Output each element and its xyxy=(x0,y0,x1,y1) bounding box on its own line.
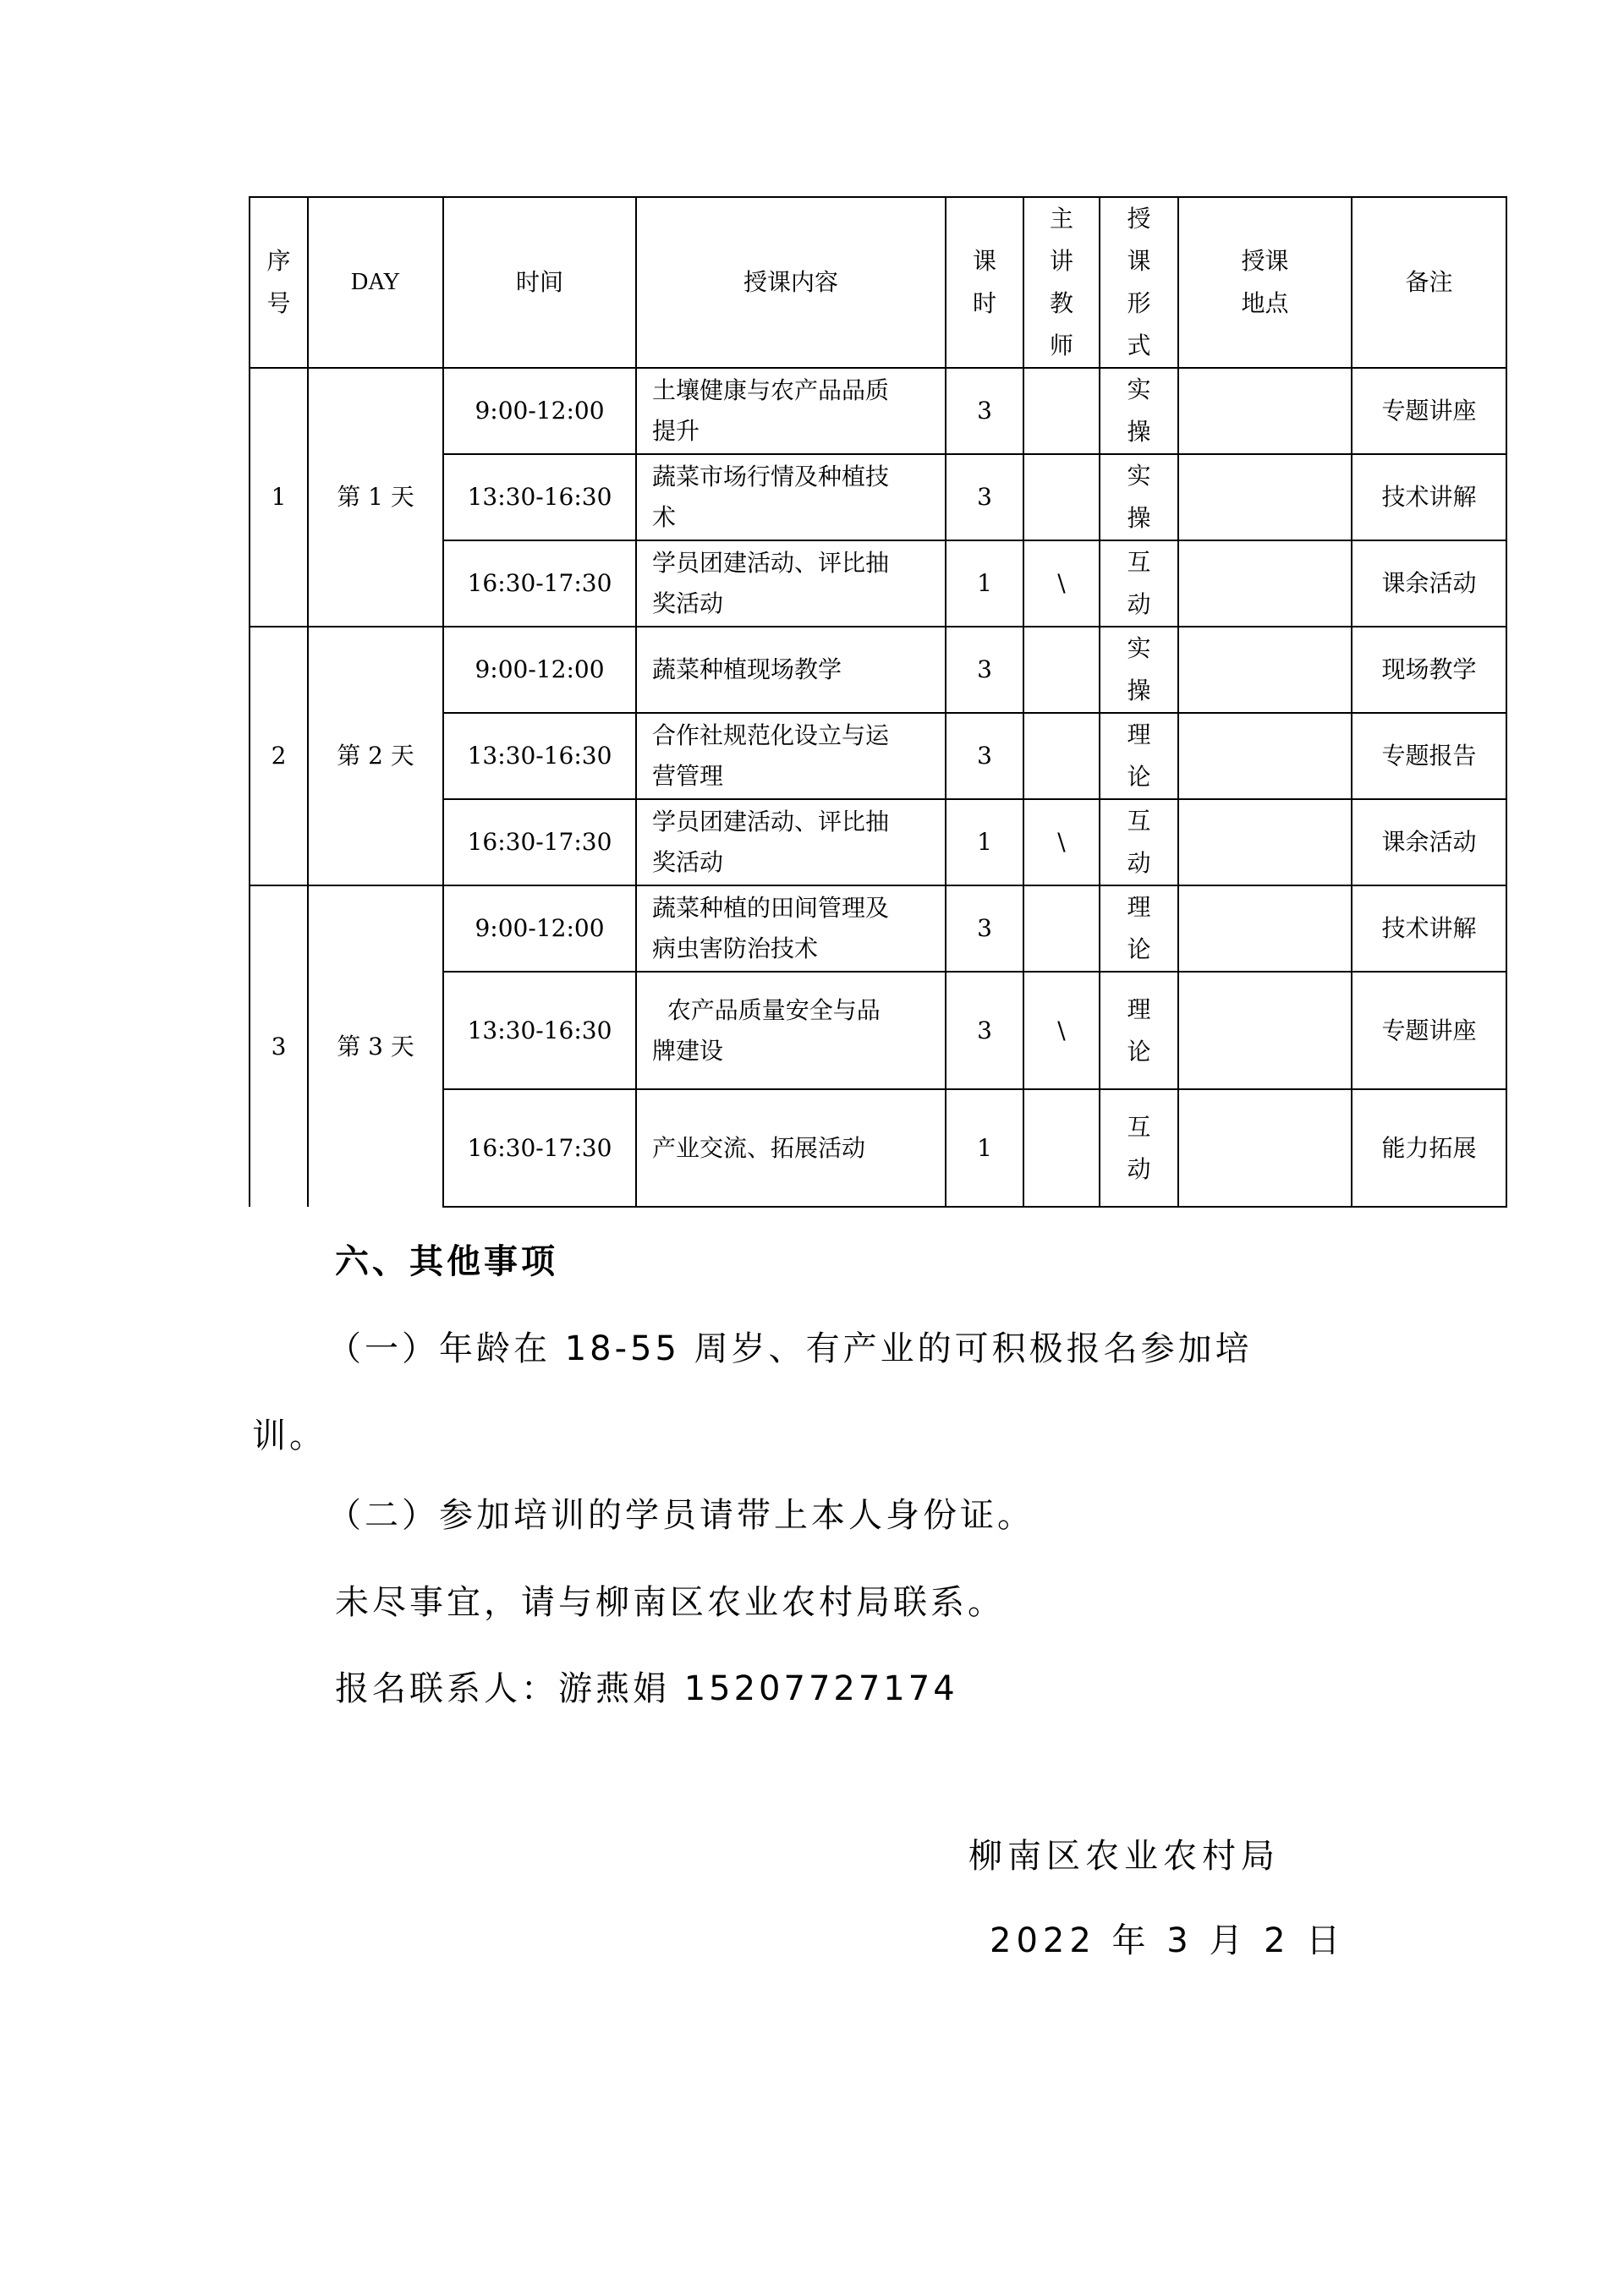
note-text: 未尽事宜，请与柳南区农业农村局联系。 xyxy=(335,1583,1005,1622)
header-remark: 备注 xyxy=(1352,197,1506,368)
header-location: 授课 地点 xyxy=(1178,197,1352,368)
time-cell: 16:30-17:30 xyxy=(443,1089,636,1207)
format-cell: 互 动 xyxy=(1100,799,1178,885)
teacher-cell: \ xyxy=(1023,540,1100,627)
location-cell xyxy=(1178,454,1352,540)
hours-cell: 3 xyxy=(946,368,1023,454)
time-cell: 13:30-16:30 xyxy=(443,972,636,1089)
time-cell: 13:30-16:30 xyxy=(443,713,636,799)
remark-cell: 专题讲座 xyxy=(1352,972,1506,1089)
time-cell: 9:00-12:00 xyxy=(443,885,636,972)
day-cell: 第 2 天 xyxy=(308,627,443,885)
teacher-cell xyxy=(1023,1089,1100,1207)
table-row xyxy=(250,885,1506,972)
content-cell: 土壤健康与农产品品质 提升 xyxy=(636,368,946,454)
format-cell: 理 论 xyxy=(1100,713,1178,799)
remark-cell: 课余活动 xyxy=(1352,799,1506,885)
format-cell: 实 操 xyxy=(1100,627,1178,713)
content-cell: 学员团建活动、评比抽 奖活动 xyxy=(636,799,946,885)
format-cell: 理 论 xyxy=(1100,972,1178,1089)
header-day: DAY xyxy=(308,197,443,368)
time-cell: 9:00-12:00 xyxy=(443,627,636,713)
remark-cell: 专题讲座 xyxy=(1352,368,1506,454)
content-cell: 农产品质量安全与品 牌建设 xyxy=(636,972,946,1089)
time-cell: 9:00-12:00 xyxy=(443,368,636,454)
hours-cell: 3 xyxy=(946,713,1023,799)
signature-date: 2022 年 3 月 2 日 xyxy=(990,1921,1346,1960)
hours-cell: 3 xyxy=(946,885,1023,972)
training-schedule-table xyxy=(249,196,1507,1208)
table-row xyxy=(250,627,1506,713)
location-cell xyxy=(1178,368,1352,454)
section-heading: 六、其他事项 xyxy=(335,1242,558,1281)
format-cell: 互 动 xyxy=(1100,1089,1178,1207)
seq-cell: 2 xyxy=(250,627,308,885)
time-cell: 13:30-16:30 xyxy=(443,454,636,540)
teacher-cell xyxy=(1023,454,1100,540)
hours-cell: 1 xyxy=(946,540,1023,627)
teacher-cell: \ xyxy=(1023,799,1100,885)
day-cell: 第 3 天 xyxy=(308,885,443,1207)
hours-cell: 1 xyxy=(946,1089,1023,1207)
format-cell: 实 操 xyxy=(1100,368,1178,454)
hours-cell: 3 xyxy=(946,972,1023,1089)
teacher-cell xyxy=(1023,885,1100,972)
teacher-cell xyxy=(1023,713,1100,799)
location-cell xyxy=(1178,972,1352,1089)
remark-cell: 技术讲解 xyxy=(1352,454,1506,540)
remark-cell: 专题报告 xyxy=(1352,713,1506,799)
item-1-line-1: （一）年龄在 18-55 周岁、有产业的可积极报名参加培 xyxy=(327,1329,1253,1368)
contact-text: 报名联系人：游燕娟 15207727174 xyxy=(335,1669,958,1708)
content-cell: 蔬菜种植的田间管理及 病虫害防治技术 xyxy=(636,885,946,972)
format-cell: 实 操 xyxy=(1100,454,1178,540)
teacher-cell xyxy=(1023,627,1100,713)
remark-cell: 课余活动 xyxy=(1352,540,1506,627)
location-cell xyxy=(1178,540,1352,627)
content-cell: 产业交流、拓展活动 xyxy=(636,1089,946,1207)
remark-cell: 能力拓展 xyxy=(1352,1089,1506,1207)
header-seq: 序 号 xyxy=(250,197,308,368)
header-teacher: 主 讲 教 师 xyxy=(1023,197,1100,368)
hours-cell: 3 xyxy=(946,454,1023,540)
content-cell: 蔬菜市场行情及种植技 术 xyxy=(636,454,946,540)
hours-cell: 3 xyxy=(946,627,1023,713)
teacher-cell: \ xyxy=(1023,972,1100,1089)
location-cell xyxy=(1178,885,1352,972)
seq-cell: 1 xyxy=(250,368,308,627)
time-cell: 16:30-17:30 xyxy=(443,540,636,627)
remark-cell: 技术讲解 xyxy=(1352,885,1506,972)
content-cell: 蔬菜种植现场教学 xyxy=(636,627,946,713)
item-1-line-2: 训。 xyxy=(252,1417,326,1455)
table-header-row xyxy=(250,197,1506,368)
remark-cell: 现场教学 xyxy=(1352,627,1506,713)
seq-cell: 3 xyxy=(250,885,308,1207)
content-cell: 合作社规范化设立与运 营管理 xyxy=(636,713,946,799)
table-row xyxy=(250,368,1506,454)
teacher-cell xyxy=(1023,368,1100,454)
hours-cell: 1 xyxy=(946,799,1023,885)
format-cell: 互 动 xyxy=(1100,540,1178,627)
header-time: 时间 xyxy=(443,197,636,368)
time-cell: 16:30-17:30 xyxy=(443,799,636,885)
format-cell: 理 论 xyxy=(1100,885,1178,972)
header-content: 授课内容 xyxy=(636,197,946,368)
location-cell xyxy=(1178,713,1352,799)
content-cell: 学员团建活动、评比抽 奖活动 xyxy=(636,540,946,627)
location-cell xyxy=(1178,1089,1352,1207)
location-cell xyxy=(1178,799,1352,885)
location-cell xyxy=(1178,627,1352,713)
signature-org: 柳南区农业农村局 xyxy=(968,1837,1280,1876)
day-cell: 第 1 天 xyxy=(308,368,443,627)
item-2: （二）参加培训的学员请带上本人身份证。 xyxy=(327,1496,1034,1535)
header-format: 授 课 形 式 xyxy=(1100,197,1178,368)
header-hours: 课 时 xyxy=(946,197,1023,368)
